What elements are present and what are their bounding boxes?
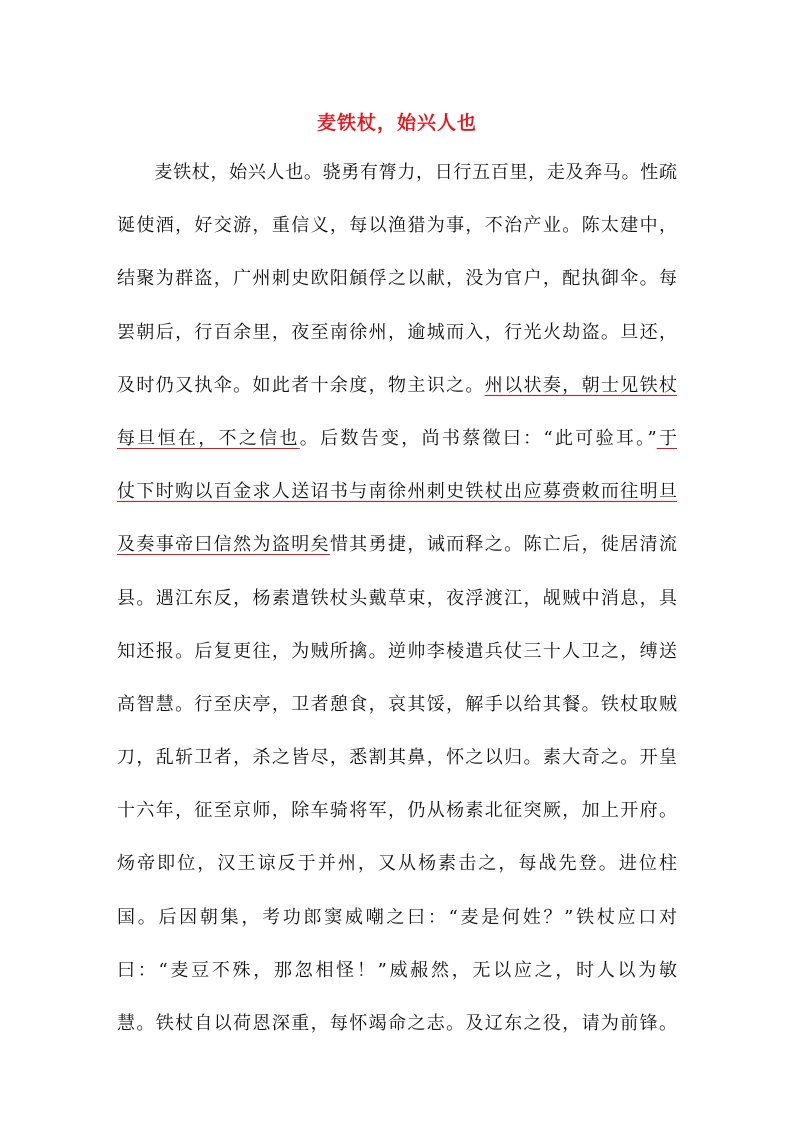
text-line [117,156,677,209]
underlined-text-segment: 每旦恒在，不之信也 [117,427,300,449]
text-segment: 罢朝后，行百余里，夜至南徐州，逾城而入，行光火劫盗。旦还， [117,321,677,343]
text-segment: 麦铁杖，始兴人也。骁勇有膂力，日行五百里，走及奔马。性疏 [117,162,677,183]
text-segment: 十六年，征至京师，除车骑将军，仍从杨素北征突厥，加上开府。 [117,800,677,822]
text-segment: 结聚为群盗，广州刺史欧阳頠俘之以献，没为官户，配执御伞。每 [117,268,677,290]
underlined-text-segment: 州以状奏，朝士见铁杖 [484,374,677,396]
text-segment: 县。遇江东反，杨素遣铁杖头戴草束，夜浮渡江，觇贼中消息，具 [117,587,677,609]
text-segment: 慧。铁杖自以荷恩深重，每怀竭命之志。及辽东之役，请为前锋。 [117,1013,677,1034]
text-line [117,316,677,369]
document-body [117,156,677,1060]
text-segment: 曰：“麦豆不殊，那忽相怪！”威赧然，无以应之，时人以为敏 [117,959,677,981]
text-segment: 国。后因朝集，考功郎窦威嘲之曰：“麦是何姓？”铁杖应口对 [117,906,677,928]
text-segment: 刀，乱斩卫者，杀之皆尽，悉割其鼻，怀之以归。素大奇之。开皇 [117,747,677,769]
text-line [117,1007,677,1060]
text-line [117,847,677,900]
text-line [117,741,677,794]
document-title: 麦铁杖，始兴人也 [316,112,477,134]
text-segment: 。后数告变，尚书蔡徵曰：“此可验耳。” [299,427,657,449]
text-line [117,369,677,422]
text-segment: 炀帝即位，汉王谅反于并州，又从杨素击之，每战先登。进位柱 [117,853,677,875]
text-line [117,422,677,475]
text-segment: 诞使酒，好交游，重信义，每以渔猎为事，不治产业。陈太建中， [117,215,677,237]
text-line [117,635,677,688]
text-segment: 知还报。后复更往，为贼所擒。逆帅李棱遣兵仗三十人卫之，缚送 [117,640,677,662]
text-line [117,475,677,528]
text-line [117,582,677,635]
text-line [117,954,677,1007]
text-segment: 高智慧。行至庆亭，卫者憩食，哀其馁，解手以给其餐。铁杖取贼 [117,693,677,715]
text-segment: 及时仍又执伞。如此者十余度，物主识之。 [117,374,485,396]
text-line [117,262,677,315]
underlined-text-segment: 仗下时购以百金求人送诏书与南徐州刺史铁杖出应募赍敕而往明旦 [117,481,677,503]
underlined-text-segment: 于 [656,427,677,449]
text-line [117,794,677,847]
text-line [117,528,677,581]
text-line [117,901,677,954]
text-line [117,209,677,262]
underlined-text-segment: 及奏事帝曰信然为盗明矣 [117,534,330,556]
text-line [117,688,677,741]
text-segment: 惜其勇捷，诫而释之。陈亡后，徙居清流 [329,534,677,556]
